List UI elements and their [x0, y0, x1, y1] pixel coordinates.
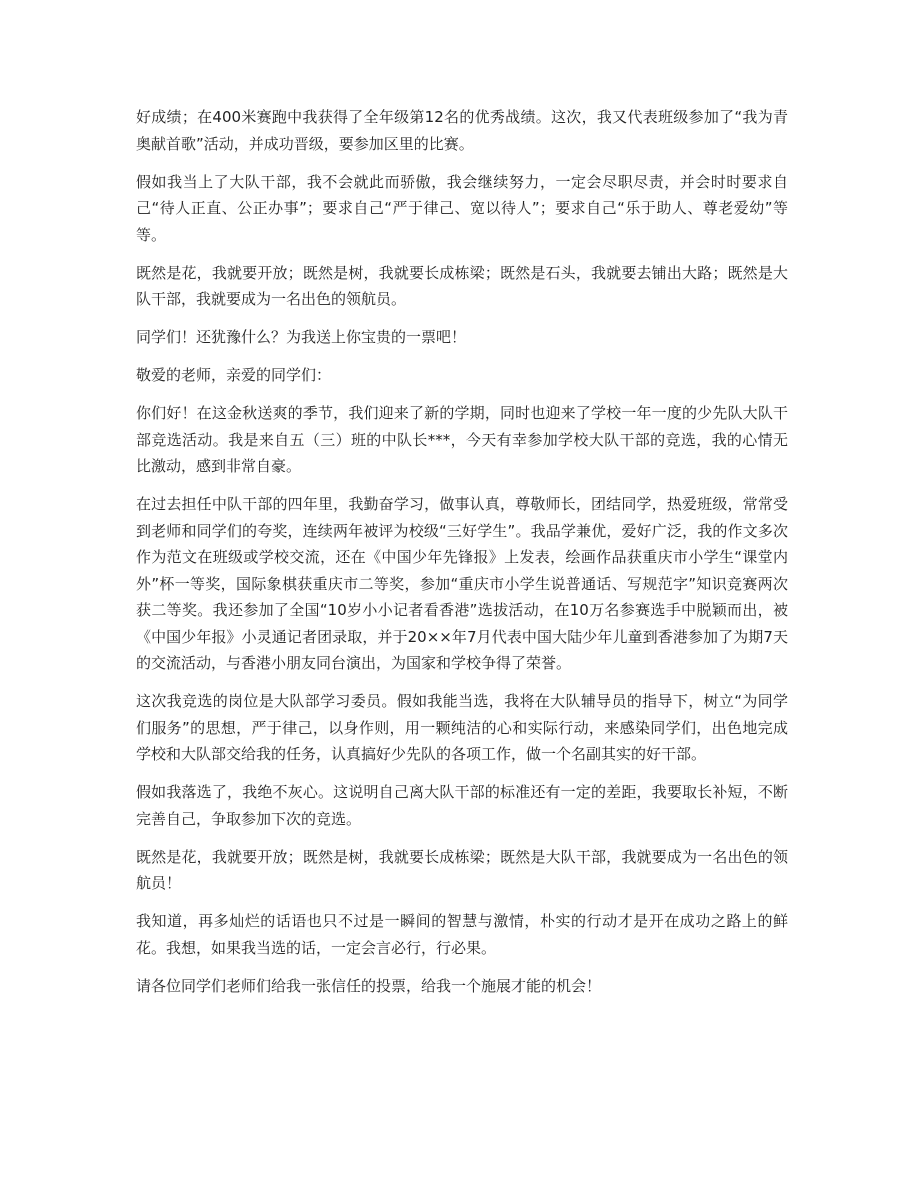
paragraph-1: 好成绩；在400米赛跑中我获得了全年级第12名的优秀战绩。这次，我又代表班级参加了“我为青奥献首歌”活动，并成功晋级，要参加区里的比赛。	[136, 108, 788, 153]
paragraph-6: 你们好！在这金秋送爽的季节，我们迎来了新的学期，同时也迎来了学校一年一度的少先队大队干部竞选活动。我是来自五（三）班的中队长***，今天有幸参加学校大队干部的竞选，我的心情无比激动，感到非常自豪。	[136, 404, 788, 475]
paragraph-3: 既然是花，我就要开放；既然是树，我就要长成栋梁；既然是石头，我就要去铺出大路；既然是大队干部，我就要成为一名出色的领航员。	[136, 263, 788, 308]
paragraph-10: 既然是花，我就要开放；既然是树，我就要长成栋梁；既然是大队干部，我就要成为一名出色的领航员！	[136, 847, 788, 892]
paragraph-4: 同学们！还犹豫什么？为我送上你宝贵的一票吧！	[136, 328, 467, 346]
paragraph-8: 这次我竞选的岗位是大队部学习委员。假如我能当选，我将在大队辅导员的指导下，树立“为同学们服务”的思想，严于律己，以身作则，用一颗纯洁的心和实际行动，来感染同学们，出色地完成学校和大队部交给我的任务，认真搞好少先队的各项工作，做一个名副其实的好干部。	[136, 692, 788, 763]
paragraph-12: 请各位同学们老师们给我一张信任的投票，给我一个施展才能的机会！	[136, 976, 602, 995]
paragraph-11: 我知道，再多灿烂的话语也只不过是一瞬间的智慧与激情，朴实的行动才是开在成功之路上的鲜花。我想，如果我当选的话，一定会言必行，行必果。	[136, 912, 788, 957]
paragraph-2: 假如我当上了大队干部，我不会就此而骄傲，我会继续努力，一定会尽职尽责，并会时时要求自己“待人正直、公正办事”；要求自己“严于律己、宽以待人”；要求自己“乐于助人、尊老爱幼”等等。	[136, 172, 788, 244]
paragraph-7: 在过去担任中队干部的四年里，我勤奋学习，做事认真，尊敬师长，团结同学，热爱班级，常常受到老师和同学们的夸奖，连续两年被评为校级“三好学生”。我品学兼优，爱好广泛，我的作文多次作为范文在班级或学校交流，还在《中国少年先锋报》上发表，绘画作品获重庆市小学生“课堂内外”杯一等奖，国际象棋获重庆市二等奖，参加“重庆市小学生说普通话、写规范字”知识竞赛两次获二等奖。我还参加了全国“10岁小小记者看香港”选拔活动，在10万名参赛选手中脱颖而出，被《中国少年报》小灵通记者团录取，并于20××年7月代表中国大陆少年儿童到香港参加了为期7天的交流活动，与香港小朋友同台演出，为国家和学校争得了荣誉。	[136, 495, 788, 672]
document-body	[136, 104, 788, 1011]
paragraph-9: 假如我落选了，我绝不灰心。这说明自己离大队干部的标准还有一定的差距，我要取长补短，不断完善自己，争取参加下次的竞选。	[136, 783, 788, 828]
paragraph-5: 敬爱的老师，亲爱的同学们：	[136, 366, 332, 384]
